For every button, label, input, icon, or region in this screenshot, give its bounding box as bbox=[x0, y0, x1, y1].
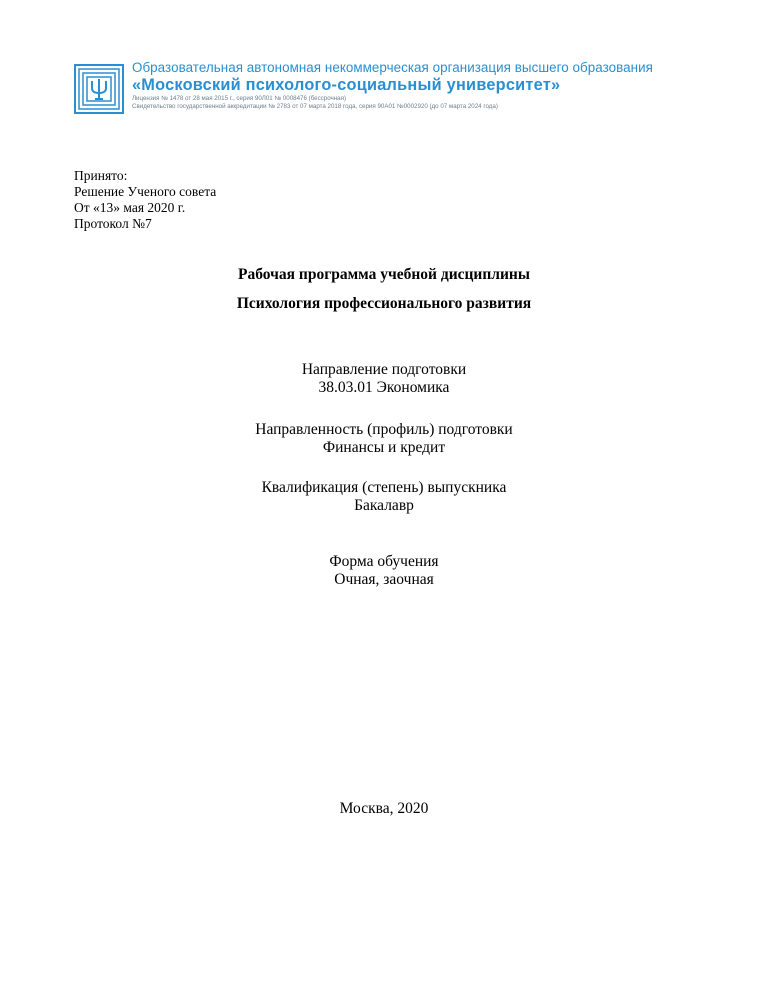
org-type: Образовательная автономная некоммерческая организация высшего образования bbox=[132, 60, 653, 75]
profile-value: Финансы и кредит bbox=[322, 439, 446, 456]
org-name: «Московский психолого-социальный университет» bbox=[132, 76, 561, 94]
org-text-block bbox=[132, 60, 672, 112]
study-form-value: Очная, заочная bbox=[334, 571, 434, 588]
approval-date: От «13» мая 2020 г. bbox=[74, 200, 186, 215]
city-year: Москва, 2020 bbox=[339, 800, 429, 817]
approval-protocol: Протокол №7 bbox=[74, 216, 152, 231]
accreditation-info: Свидетельство государственной аккредитации № 2783 от 07 марта 2018 года, серия 90А01 №0002920 (до 07 марта 2024 года) bbox=[132, 103, 498, 111]
document-title bbox=[0, 266, 768, 284]
approval-decision: Решение Ученого совета bbox=[74, 184, 217, 199]
approval-block bbox=[74, 168, 216, 232]
university-header bbox=[74, 60, 674, 124]
study-form-block bbox=[0, 553, 768, 589]
study-form-label: Форма обучения bbox=[329, 553, 439, 570]
qualification-value: Бакалавр bbox=[354, 497, 414, 514]
approval-accepted: Принято: bbox=[74, 168, 128, 183]
footer-block bbox=[0, 800, 768, 818]
profile-label: Направленность (профиль) подготовки bbox=[255, 421, 513, 438]
university-logo-icon bbox=[74, 64, 124, 114]
license-info: Лицензия № 1478 от 28 мая 2015 г., серия 90Л01 № 0008476 (бессрочная) bbox=[132, 95, 347, 102]
discipline-title bbox=[0, 295, 768, 313]
direction-block bbox=[0, 361, 768, 397]
qualification-block bbox=[0, 479, 768, 515]
title-line-1: Рабочая программа учебной дисциплины bbox=[238, 266, 530, 283]
profile-block bbox=[0, 421, 768, 457]
direction-label: Направление подготовки bbox=[301, 361, 467, 378]
title-line-2: Психология профессионального развития bbox=[236, 295, 532, 312]
qualification-label: Квалификация (степень) выпускника bbox=[261, 479, 507, 496]
direction-value: 38.03.01 Экономика bbox=[318, 379, 450, 396]
